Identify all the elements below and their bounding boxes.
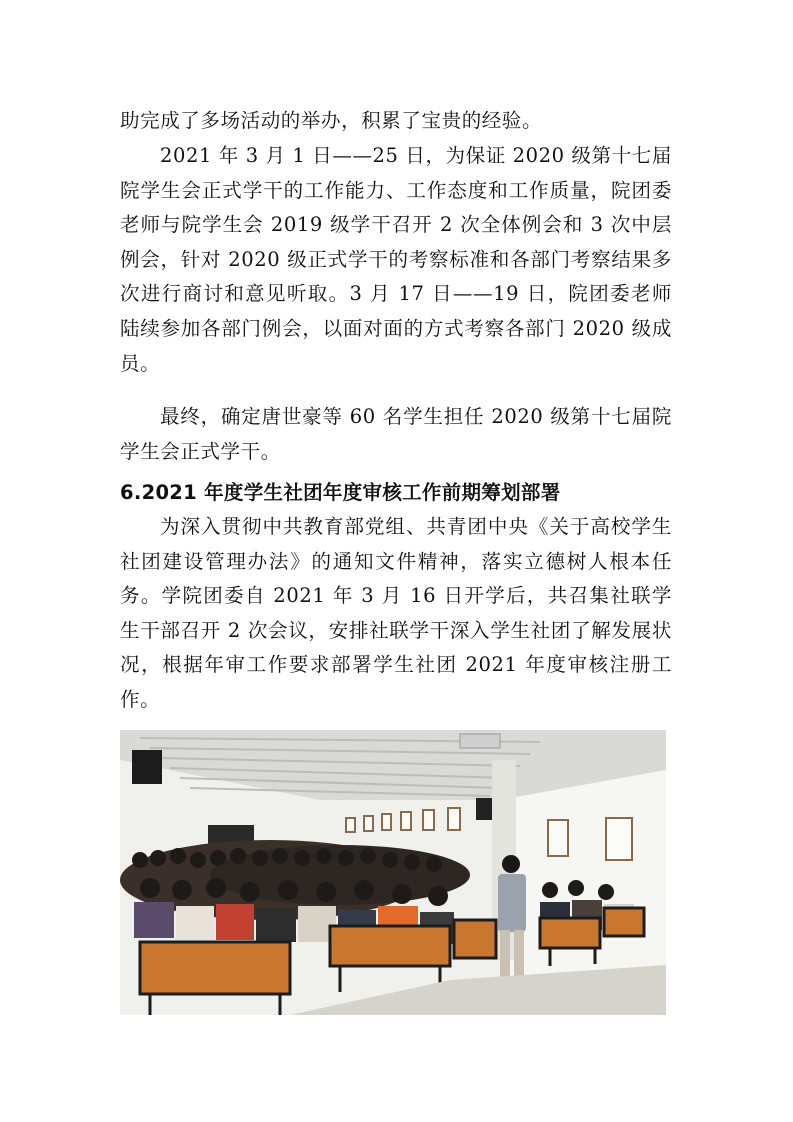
paragraph-final-result: 最终，确定唐世豪等 60 名学生担任 2020 级第十七届院学生会正式学干。 [120, 405, 672, 463]
section-heading: 6.2021 年度学生社团年度审核工作前期筹划部署 [120, 481, 561, 504]
paragraph-continuation: 助完成了多场活动的举办，积累了宝贵的经验。 [120, 109, 543, 132]
meeting-photo [120, 730, 666, 1015]
paragraph-club-review: 为深入贯彻中共教育部党组、共青团中央《关于高校学生社团建设管理办法》的通知文件精神，落实立德树人根本任务。学院团委自 2021 年 3 月 16 日开学后，共召集社联学生干部召开 2 次会议，安排社联学干深入学生社团了解发展状况，根据年审工作要求部署学生社团 2021 年度审核注册工作。 [120, 515, 672, 711]
paragraph-student-union-review: 2021 年 3 月 1 日——25 日，为保证 2020 级第十七届院学生会正式学干的工作能力、工作态度和工作质量，院团委老师与院学生会 2019 级学干召开 2 次全体例会和 3 次中层例会，针对 2020 级正式学干的考察标准和各部门考察结果多次进行商讨和意见听取。3 月 17 日——19 日，院团委老师陆续参加各部门例会，以面对面的方式考察各部门 2020 级成员。 [120, 144, 672, 375]
